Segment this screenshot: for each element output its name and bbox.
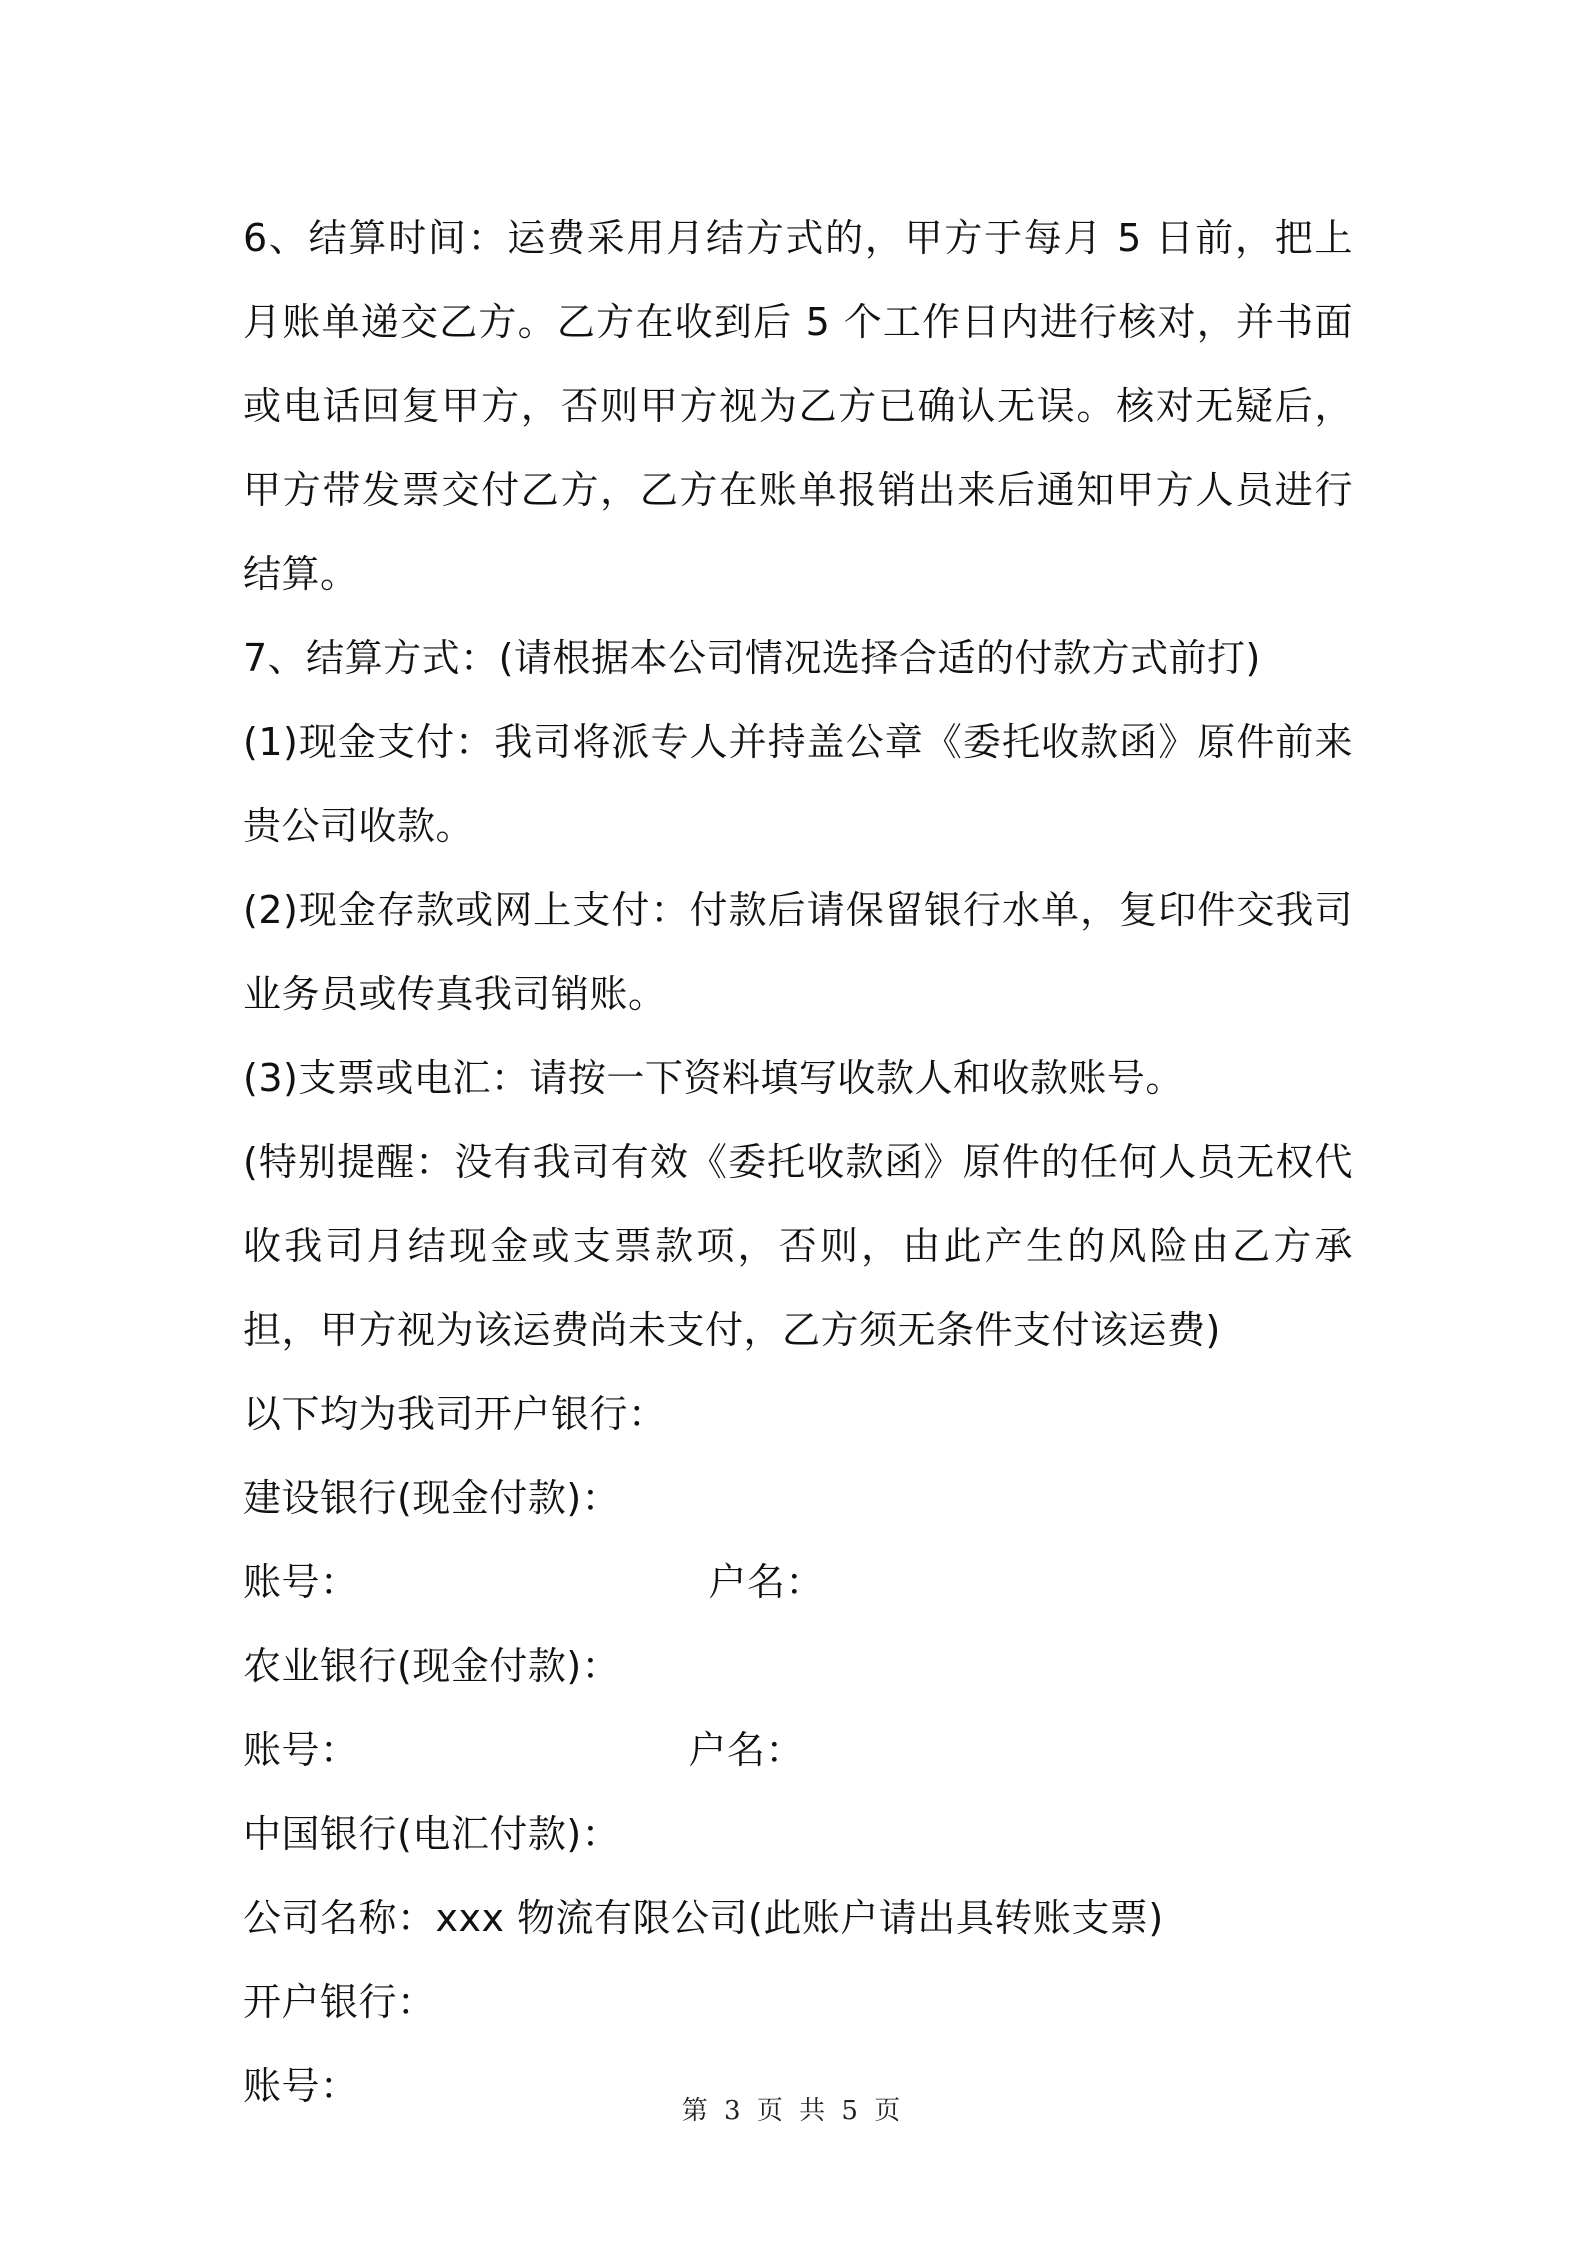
account-name-label: 户名：: [708, 1560, 825, 1604]
paragraph-settlement-time: 6、结算时间：运费采用月结方式的，甲方于每月 5 日前，把上月账单递交乙方。乙方在收到后 5 个工作日内进行核对，并书面或电话回复甲方，否则甲方视为乙方已确认无误。核对无疑后，甲方带发票交付乙方，乙方在账单报销出来后通知甲方人员进行结算。: [243, 216, 1353, 596]
account-number-label: 账号：: [243, 1560, 359, 1604]
account-line-abc: [243, 1708, 1353, 1792]
bank-abc-heading: 农业银行(现金付款)：: [243, 1644, 621, 1688]
account-line-ccb: [243, 1540, 1353, 1624]
company-name-line: 公司名称：xxx 物流有限公司(此账户请出具转账支票): [243, 1896, 1164, 1940]
paragraph-deposit-online-payment: (2)现金存款或网上支付：付款后请保留银行水单，复印件交我司业务员或传真我司销账。: [243, 888, 1353, 1016]
account-number-label: 账号：: [243, 1728, 359, 1772]
page-number-footer: 第 3 页 共 5 页: [681, 2096, 905, 2126]
paragraph-special-reminder: (特别提醒：没有我司有效《委托收款函》原件的任何人员无权代收我司月结现金或支票款项，否则，由此产生的风险由乙方承担，甲方视为该运费尚未支付，乙方须无条件支付该运费): [243, 1140, 1353, 1352]
account-number-line: 账号：: [243, 2064, 359, 2108]
paragraph-settlement-method: 7、结算方式：(请根据本公司情况选择合适的付款方式前打): [243, 636, 1261, 680]
bank-boc-heading: 中国银行(电汇付款)：: [243, 1812, 621, 1856]
document-body: [243, 196, 1353, 2128]
paragraph-bank-intro: 以下均为我司开户银行：: [243, 1392, 667, 1436]
paragraph-check-wire: (3)支票或电汇：请按一下资料填写收款人和收款账号。: [243, 1056, 1184, 1100]
account-name-label: 户名：: [688, 1728, 805, 1772]
paragraph-cash-payment: (1)现金支付：我司将派专人并持盖公章《委托收款函》原件前来贵公司收款。: [243, 720, 1353, 848]
open-bank-line: 开户银行：: [243, 1980, 436, 2024]
bank-ccb-heading: 建设银行(现金付款)：: [243, 1476, 621, 1520]
